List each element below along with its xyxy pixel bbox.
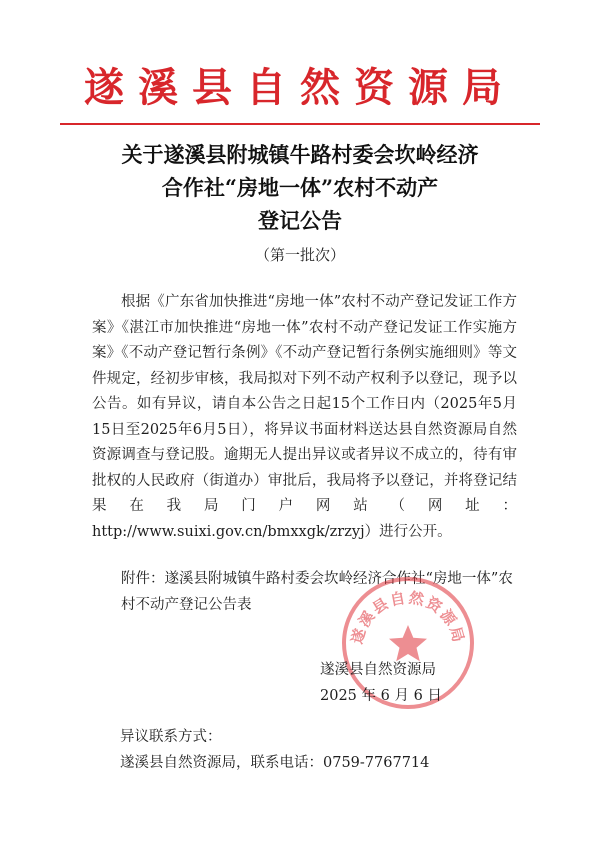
- body-paragraph: 根据《广东省加快推进“房地一体”农村不动产登记发证工作方案》《湛江市加快推进“房地一体”农村不动产登记发证工作实施方案》《不动产登记暂行条例》《不动产登记暂行条例实施细则》等文件规定，经初步审核，我局拟对下列不动产权利予以登记，现予以公告。如有异议，请自本公告之日起15个工作日内（2025年5月15日至2025年6月5日），将异议书面材料送达县自然资源局自然资源调查与登记股。逾期无人提出异议或者异议不成立的，待有审批权的人民政府（街道办）审批后，我局将予以登记，并将登记结果在我局门户网站（网址：: [92, 294, 517, 514]
- signature-date: 2025 年 6 月 6 日: [320, 688, 442, 704]
- title-line-2: 合作社“房地一体”农村不动产: [161, 175, 439, 200]
- org-header: 遂溪县自然资源局: [84, 65, 516, 111]
- contact-block: [120, 724, 520, 776]
- website-url: http://www.suixi.gov.cn/bmxxgk/zrzyj: [92, 523, 365, 540]
- svg-text:遂溪县自然资源局: 遂溪县自然资源局: [347, 588, 469, 646]
- signature-block: [320, 657, 520, 709]
- notice-title: [0, 138, 600, 237]
- signature-org: 遂溪县自然资源局: [320, 662, 436, 678]
- attachment-label: 附件：: [121, 571, 165, 587]
- batch-label: （第一批次）: [254, 246, 345, 264]
- body-paragraph-end: ）进行公开。: [364, 523, 452, 540]
- contact-label: 异议联系方式：: [120, 729, 222, 745]
- header-rule: [60, 123, 540, 125]
- notice-body: [92, 290, 517, 545]
- attachment-text: 遂溪县附城镇牛路村委会坎岭经济合作社“房地一体”农村不动产登记公告表: [121, 571, 513, 613]
- contact-line: 遂溪县自然资源局，联系电话：0759-7767714: [120, 755, 430, 771]
- title-line-1: 关于遂溪县附城镇牛路村委会坎岭经济: [121, 142, 479, 167]
- title-line-3: 登记公告: [258, 208, 342, 233]
